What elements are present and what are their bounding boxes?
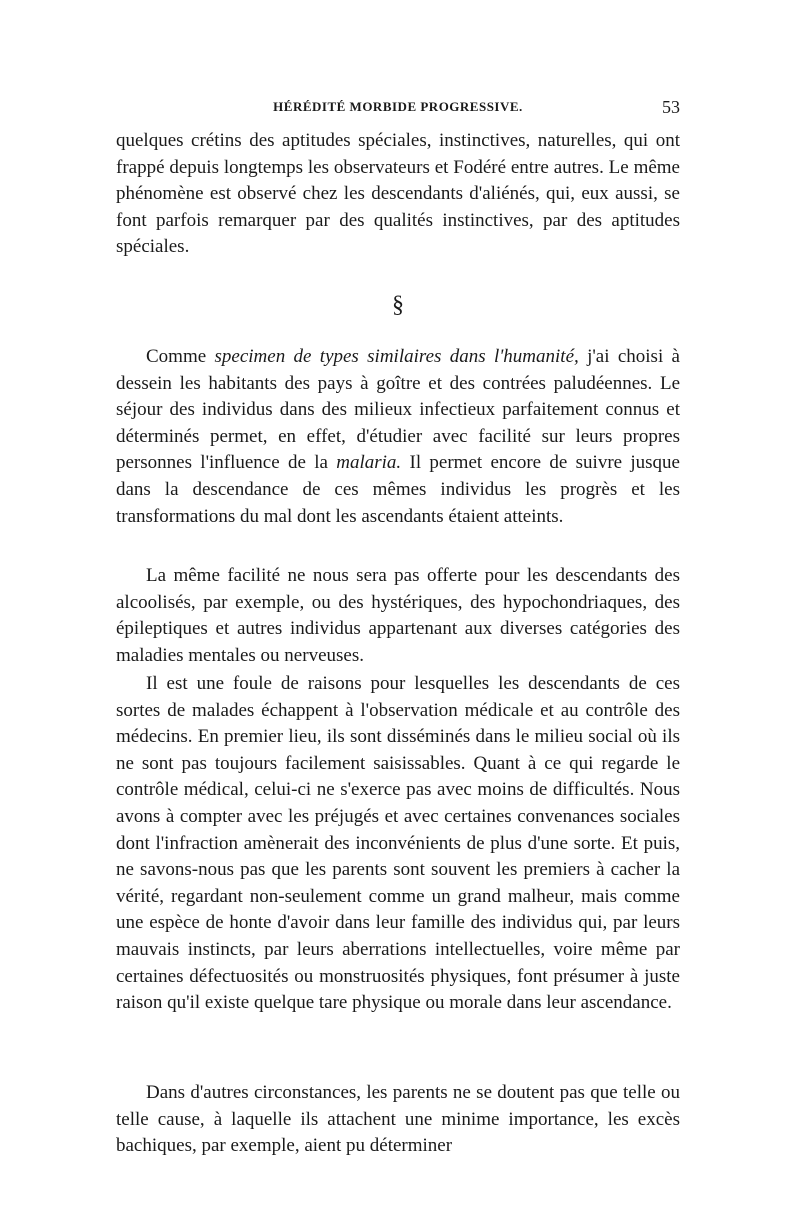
running-title: HÉRÉDITÉ MORBIDE PROGRESSIVE.: [273, 99, 523, 114]
paragraph-1-text-a: j'ai choisi à dessein les habitants des pays à goître et des contrées paludéennes. Le séjour des individus dans des milieux infectieux parfaitement connus et déterminés permet, en effet, d'étudier avec facilité sur leurs propres personnes l'influence de la: [116, 346, 680, 474]
running-head: [116, 94, 680, 120]
section-mark: §: [392, 292, 404, 318]
paragraph-1-text-b: Il permet encore de suivre jusque dans la descendance de ces mêmes individus les progrès et les transformations du mal dont les ascendants étaient atteints.: [116, 452, 680, 527]
page-number: 53: [662, 97, 680, 117]
paragraph-1-italic: specimen de types similaires dans l'humanité,: [214, 346, 579, 367]
paragraph-3: Il est une foule de raisons pour lesquelles les descendants de ces sortes de malades échappent à l'observation médicale et au contrôle des médecins. En premier lieu, ils sont disséminés dans le milieu social où ils ne sont pas toujours facilement saisissables. Quant à ce qui regarde le contrôle médical, celui-ci ne s'exerce pas avec moins de difficultés. Nous avons à compter avec les préjugés et avec certaines convenances sociales dont l'infraction amènerait des inconvénients de plus d'une sorte. Et puis, ne savons-nous pas que les parents sont souvent les premiers à cacher la vérité, regardant non-seulement comme un grand malheur, mais comme une espèce de honte d'avoir dans leur famille des individus qui, par leurs mauvais instincts, par leurs aberrations intellectuelles, voire même par certaines défectuosités ou monstruosités physiques, font présumer à juste raison qu'il existe quelque tare physique ou morale dans leur ascendance.: [116, 673, 680, 1014]
continuation-paragraph: quelques crétins des aptitudes spéciales, instinctives, naturelles, qui ont frappé depuis longtemps les observateurs et Fodéré entre autres. Le même phénomène est observé chez les descendants d'aliénés, qui, eux aussi, se font parfois remarquer par des qualités instinctives, par des aptitudes spéciales.: [116, 130, 680, 258]
paragraph-1-italic-2: malaria.: [336, 452, 402, 474]
paragraph-4: Dans d'autres circonstances, les parents ne se doutent pas que telle ou telle cause, à laquelle ils attachent une minime importance, les excès bachiques, par exemple, aient pu déterminer: [116, 1082, 680, 1157]
paragraph-1-lead: Comme: [146, 346, 215, 367]
paragraph-2: La même facilité ne nous sera pas offerte pour les descendants des alcoolisés, par exemple, ou des hystériques, des hypochondriaques, des épileptiques et autres individus appartenant aux diverses catégories des maladies mentales ou nerveuses.: [116, 565, 680, 666]
paragraph-1: [116, 344, 680, 530]
